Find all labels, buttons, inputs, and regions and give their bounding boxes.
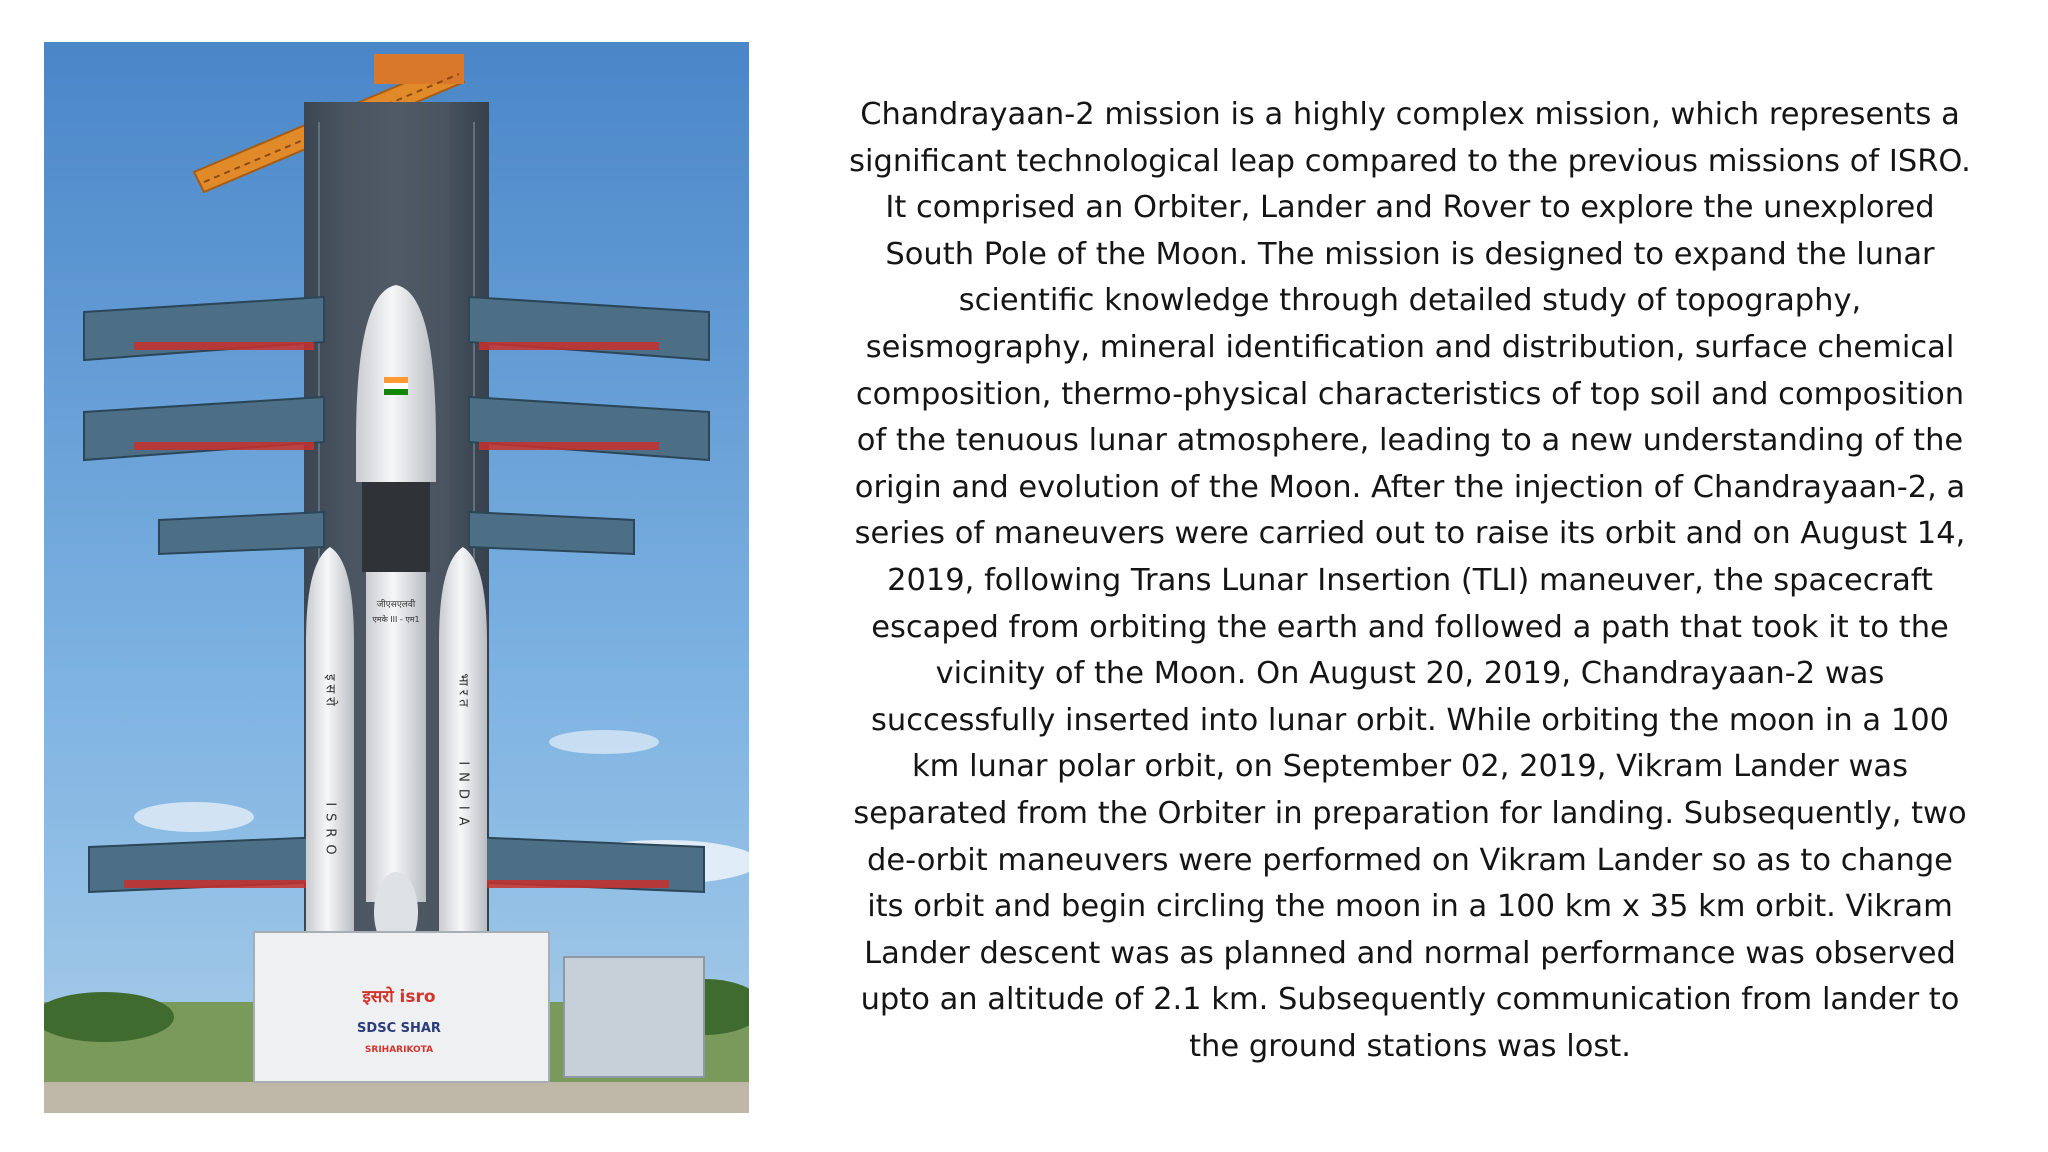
- text-line: significant technological leap compared to the previous missions of ISRO.: [849, 143, 1971, 179]
- core-stage-text: जीएसएलवी: [376, 600, 416, 610]
- text-line: origin and evolution of the Moon. After the injection of Chandrayaan-2, a: [854, 469, 1966, 505]
- right-booster: [439, 547, 487, 947]
- cloud: [134, 802, 254, 832]
- text-line: upto an altitude of 2.1 km. Subsequently communication from lander to: [860, 982, 1960, 1018]
- text-line: It comprised an Orbiter, Lander and Rover to explore the unexplored: [885, 190, 1935, 226]
- text-line: Chandrayaan-2 mission is a highly complex mission, which represents a: [860, 97, 1960, 132]
- cloud: [549, 730, 659, 754]
- side-building: [564, 957, 704, 1077]
- launch-pedestal: [254, 932, 549, 1082]
- text-line: of the tenuous lunar atmosphere, leading to a new understanding of the: [856, 423, 1964, 459]
- text-line: the ground stations was lost.: [1189, 1028, 1631, 1064]
- core-stage-text: एमके III - एम1: [372, 615, 420, 624]
- sriharikota-label: SRIHARIKOTA: [364, 1045, 434, 1055]
- isro-logo-text: इसरो isro: [362, 987, 436, 1007]
- upper-stage: [362, 482, 430, 572]
- text-line: km lunar polar orbit, on September 02, 2019, Vikram Lander was: [912, 749, 1908, 785]
- left-booster: [306, 547, 354, 947]
- left-booster-hindi: इसरो: [322, 674, 338, 710]
- left-booster-label: ISRO: [322, 802, 338, 862]
- text-line: 2019, following Trans Lunar Insertion (TLI) maneuver, the spacecraft: [887, 562, 1933, 598]
- text-line: South Pole of the Moon. The mission is designed to expand the lunar: [885, 236, 1935, 272]
- text-line: successfully inserted into lunar orbit. While orbiting the moon in a 100: [870, 702, 1950, 738]
- rocket-launch-photo: [44, 42, 749, 1113]
- text-line: scientific knowledge through detailed study of topography,: [958, 283, 1862, 319]
- text-line: composition, thermo-physical characteristics of top soil and composition: [855, 376, 1965, 412]
- text-line: Lander descent was as planned and normal performance was observed: [864, 935, 1956, 971]
- text-line: escaped from orbiting the earth and followed a path that took it to the: [871, 609, 1949, 645]
- text-line: vicinity of the Moon. On August 20, 2019, Chandrayaan-2 was: [935, 656, 1885, 692]
- mission-description-paragraph: [820, 92, 2000, 1070]
- rocket-illustration: [44, 42, 749, 1113]
- text-line: series of maneuvers were carried out to raise its orbit and on August 14,: [854, 516, 1966, 552]
- text-line: separated from the Orbiter in preparation for landing. Subsequently, two: [853, 795, 1967, 831]
- text-line: its orbit and begin circling the moon in a 100 km x 35 km orbit. Vikram: [867, 889, 1953, 925]
- text-line: seismography, mineral identification and distribution, surface chemical: [865, 329, 1955, 365]
- sdsc-shar-label: SDSC SHAR: [357, 1021, 441, 1036]
- text-line: de-orbit maneuvers were performed on Vikram Lander so as to change: [867, 842, 1953, 878]
- right-booster-label: INDIA: [455, 761, 471, 833]
- right-booster-hindi: भारत: [455, 673, 471, 711]
